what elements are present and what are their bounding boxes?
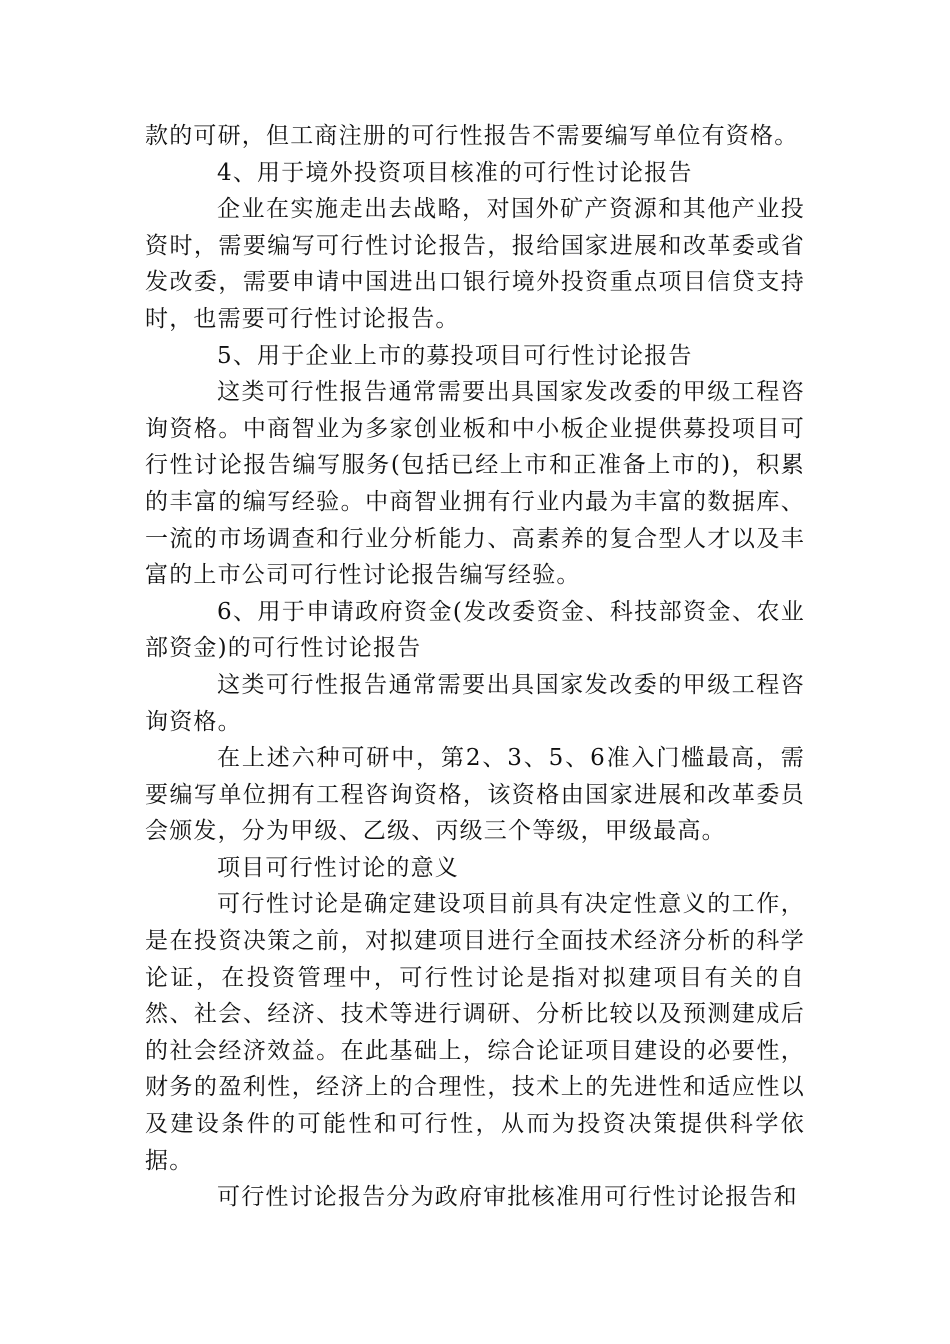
heading-item-6: 6、用于申请政府资金(发改委资金、科技部资金、农业部资金)的可行性讨论报告 bbox=[145, 598, 805, 662]
paragraph-report-types: 可行性讨论报告分为政府审批核准用可行性讨论报告和 bbox=[217, 1184, 798, 1211]
paragraph-significance: 可行性讨论是确定建设项目前具有决定性意义的工作，是在投资决策之前，对拟建项目进行全面技术经济分析的科学论证，在投资管理中，可行性讨论是指对拟建项目有关的自然、社会、经济、技术等进行调研、分析比较以及预测建成后的社会经济效益。在此基础上，综合论证项目建设的必要性，财务的盈利性，经济上的合理性，技术上的先进性和适应性以及建设条件的可能性和可行性，从而为投资决策提供科学依据。 bbox=[145, 891, 805, 1174]
paragraph-overseas-investment: 企业在实施走出去战略，对国外矿产资源和其他产业投资时，需要编写可行性讨论报告，报给国家进展和改革委或省发改委，需要申请中国进出口银行境外投资重点项目信贷支持时，也需要可行性讨论报告。 bbox=[145, 196, 805, 332]
heading-item-4: 4、用于境外投资项目核准的可行性讨论报告 bbox=[217, 159, 693, 186]
paragraph-continuation: 款的可研，但工商注册的可行性报告不需要编写单位有资格。 bbox=[145, 123, 799, 149]
document-body bbox=[145, 118, 805, 1216]
paragraph-government-funds: 这类可行性报告通常需要出具国家发改委的甲级工程咨询资格。 bbox=[145, 671, 805, 735]
section-heading-significance: 项目可行性讨论的意义 bbox=[217, 854, 459, 881]
heading-item-5: 5、用于企业上市的募投项目可行性讨论报告 bbox=[217, 342, 693, 369]
paragraph-qualification-summary: 在上述六种可研中，第2、3、5、6准入门槛最高，需要编写单位拥有工程咨询资格，该资格由国家进展和改革委员会颁发，分为甲级、乙级、丙级三个等级，甲级最高。 bbox=[145, 745, 805, 845]
paragraph-ipo-projects: 这类可行性报告通常需要出具国家发改委的甲级工程咨询资格。中商智业为多家创业板和中小板企业提供募投项目可行性讨论报告编写服务(包括已经上市和正准备上市的)，积累的丰富的编写经验。中商智业拥有行业内最为丰富的数据库、一流的市场调查和行业分析能力、高素养的复合型人才以及丰富的上市公司可行性讨论报告编写经验。 bbox=[145, 379, 805, 589]
